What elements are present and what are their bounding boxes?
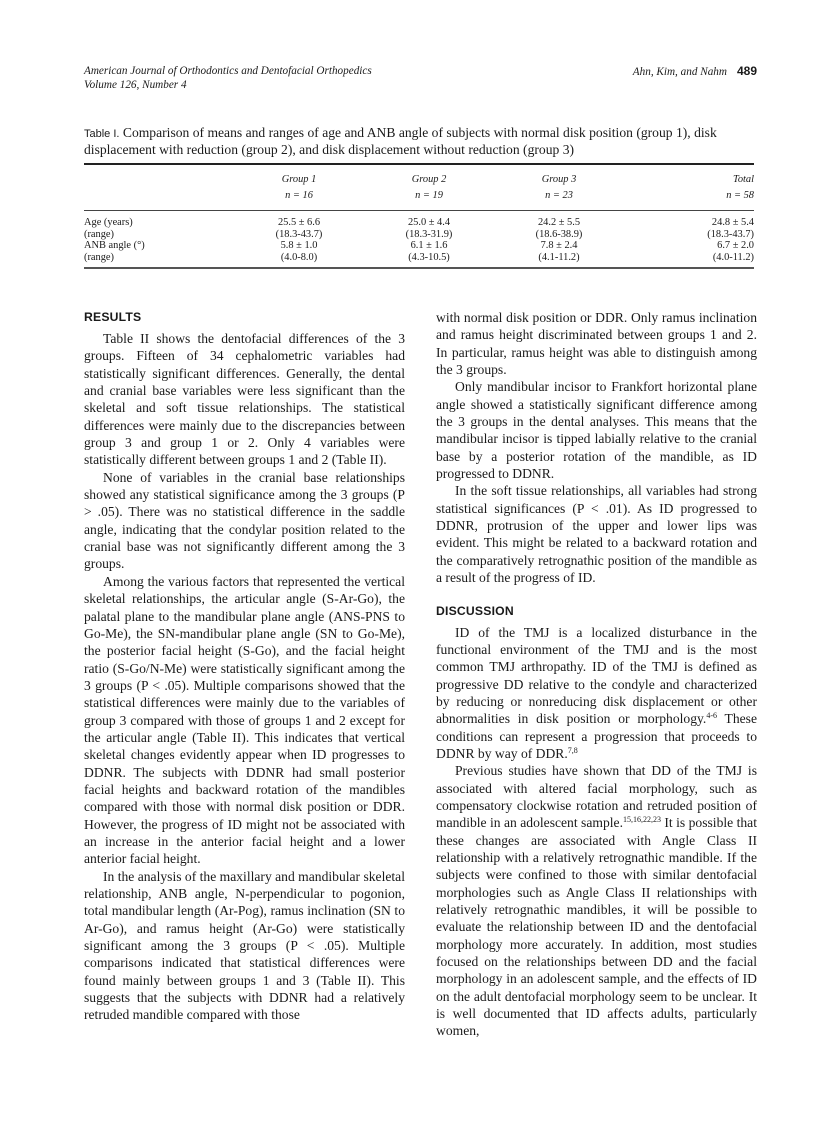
row-label: Age (years) bbox=[84, 217, 133, 228]
paragraph bbox=[436, 762, 757, 1040]
table-row bbox=[84, 252, 754, 268]
cell: 7.8 ± 2.4 bbox=[540, 240, 578, 252]
running-authors: Ahn, Kim, and Nahm bbox=[632, 66, 727, 78]
citation: 4-6 bbox=[706, 711, 717, 721]
row-label: ANB angle (°) bbox=[84, 240, 145, 252]
col-header-group3: Group 3 bbox=[541, 174, 577, 185]
text: Previous studies have shown that DD of the TMJ is associated with altered facial morphology, such as compensatory clockwise rotation and retruded position of mandible in an adolescent sample. bbox=[436, 763, 757, 831]
table-caption bbox=[84, 125, 754, 157]
running-header-right bbox=[633, 64, 757, 79]
citation: 7,8 bbox=[567, 745, 578, 755]
page-number: 489 bbox=[736, 64, 757, 78]
cell: 24.8 ± 5.4 bbox=[711, 217, 754, 228]
cell: 25.5 ± 6.6 bbox=[277, 217, 321, 228]
paragraph: In the analysis of the maxillary and mandibular skeletal relationship, ANB angle, N-perpendicular to pogonion, total mandibular length (Ar-Pog), ramus inclination (SN to Ar-Go), and ramus height (Ar-Go) were statistically significant among the 3 groups (P < .05). Multiple comparisons indicated that statistical differences were found mainly between groups 1 and 3 (Table II). This suggests that the subjects with DDNR had a relatively retruded mandible compared with those bbox=[84, 868, 405, 1023]
running-header-journal bbox=[84, 64, 372, 92]
table-caption-text: Comparison of means and ranges of age and ANB angle of subjects with normal disk position (group 1), disk displacement with reduction (group 2), and disk displacement without reduction (group 3) bbox=[84, 125, 717, 157]
journal-title: American Journal of Orthodontics and Dentofacial Orthopedics bbox=[84, 65, 372, 77]
text: It is possible that these changes are associated with Angle Class II relationship with a relatively retrognathic mandible. If the subjects were confined to those with similar dentofacial morphologies such as Angle Class II relationships with relatively retrognathic mandibles, it will be possible to evaluate the relationship between ID and the dentofacial morphology more accurately. In addition, most studies focused on the relationships between DD and the facial morphology in an adolescent sample, and the effects of ID on the adult dentofacial morphology seem to be unclear. It is well documented that ID affects adults, particularly women, bbox=[436, 815, 757, 1039]
header-blank bbox=[84, 188, 234, 211]
cell: (4.3-10.5) bbox=[408, 251, 450, 263]
text: These conditions can represent a progression that proceeds to DDNR by way of DDR. bbox=[436, 711, 757, 761]
cell: (18.6-38.9) bbox=[535, 228, 583, 240]
right-column bbox=[436, 309, 757, 1040]
cell: (4.0-8.0) bbox=[280, 251, 318, 263]
cell: (18.3-31.9) bbox=[405, 228, 453, 240]
table-bottom-rule bbox=[84, 267, 754, 269]
paragraph: Only mandibular incisor to Frankfort horizontal plane angle showed a statistically significant difference among the 3 groups in the dental analyses. This means that the mandibular incisor is tipped labially relative to the cranial base by a posterior rotation of the mandible, as ID progressed to DDNR. bbox=[436, 379, 757, 482]
paragraph: None of variables in the cranial base relationships showed any statistical significance among the 3 groups (P > .05). There was no statistical difference in the saddle angle, indicating that the condylar position related to the cranial base was not significantly different among the 3 groups. bbox=[84, 469, 405, 572]
cell: 6.1 ± 1.6 bbox=[410, 240, 448, 252]
table-row bbox=[84, 240, 754, 252]
cell: 6.7 ± 2.0 bbox=[717, 240, 754, 252]
journal-volume: Volume 126, Number 4 bbox=[84, 79, 187, 91]
citation: 15,16,22,23 bbox=[622, 815, 661, 825]
row-label: (range) bbox=[84, 228, 114, 240]
col-n-group3: n = 23 bbox=[545, 190, 573, 201]
paragraph bbox=[436, 624, 757, 763]
section-heading-results: RESULTS bbox=[84, 310, 142, 324]
row-label: (range) bbox=[84, 251, 114, 263]
col-n-total: n = 58 bbox=[726, 190, 754, 201]
col-n-group1: n = 16 bbox=[285, 190, 313, 201]
table-row bbox=[84, 211, 754, 229]
section-heading-discussion: DISCUSSION bbox=[436, 603, 514, 618]
cell: 25.0 ± 4.4 bbox=[407, 217, 451, 228]
cell: (18.3-43.7) bbox=[707, 228, 754, 240]
paragraph: In the soft tissue relationships, all variables had strong statistical significances (P < .01). As ID progressed to DDNR, protrusion of the upper and lower lips was evident. This might be related to a backward rotation and the comparatively retrognathic position of the mandible as a result of the progress of ID. bbox=[436, 483, 757, 586]
cell: (18.3-43.7) bbox=[275, 228, 323, 240]
paragraph: Table II shows the dentofacial differences of the 3 groups. Fifteen of 34 cephalometric variables had statistically significant differences. Generally, the dental and cranial base variables were less significant than the skeletal and soft tissue relationships. The statistical differences were mainly due to the discrepancies between group 3 and group 1 or 2. Only 4 variables were statistically different between groups 1 and 2 (Table II). bbox=[84, 331, 405, 468]
paragraph: Among the various factors that represented the vertical skeletal relationships, the articular angle (S-Ar-Go), the palatal plane to the mandibular plane angle (ANS-PNS to Go-Me), the SN-mandibular plane angle (SN to Go-Me), the posterior facial height (S-Go), and the facial height ratio (S-Go/N-Me) were statistically significant among the 3 groups (P < .05). Multiple comparisons showed that the statistical differences were mainly due to the variables of group 3 compared with those of groups 1 and 2 except for the articular angle (Table II). This indicates that vertical skeletal changes evidently appear when ID progresses to DDNR. The subjects with DDNR had small posterior facial heights and backward rotation of the mandibles compared with those with normal disk position or DDR. However, the progress of ID might not be associated with an increase in the anterior facial height and a lower anterior facial height. bbox=[84, 573, 405, 867]
col-n-group2: n = 19 bbox=[415, 190, 443, 201]
cell: (4.0-11.2) bbox=[712, 251, 754, 263]
paragraph-continued: with normal disk position or DDR. Only ramus inclination and ramus height discriminated between groups 1 and 2. In particular, ramus height was able to distinguish among the 3 groups. bbox=[436, 310, 757, 378]
data-table bbox=[84, 165, 754, 267]
col-header-group1: Group 1 bbox=[281, 174, 317, 185]
cell: (4.1-11.2) bbox=[538, 251, 580, 263]
text: ID of the TMJ is a localized disturbance in the functional environment of the TMJ and is the most common TMJ arthropathy. ID of the TMJ is defined as progressive DD relative to the condyle and characterized by reducing or nonreducing disk displacement or other abnormalities in disk position or morphology. bbox=[436, 624, 757, 727]
col-header-total: Total bbox=[733, 174, 754, 185]
left-column bbox=[84, 309, 405, 1024]
table-1 bbox=[84, 125, 754, 269]
col-header-group2: Group 2 bbox=[411, 174, 447, 185]
table-row bbox=[84, 229, 754, 241]
cell: 5.8 ± 1.0 bbox=[280, 240, 318, 252]
table-label: Table I. bbox=[84, 128, 120, 140]
cell: 24.2 ± 5.5 bbox=[537, 217, 581, 228]
header-blank bbox=[84, 165, 234, 188]
